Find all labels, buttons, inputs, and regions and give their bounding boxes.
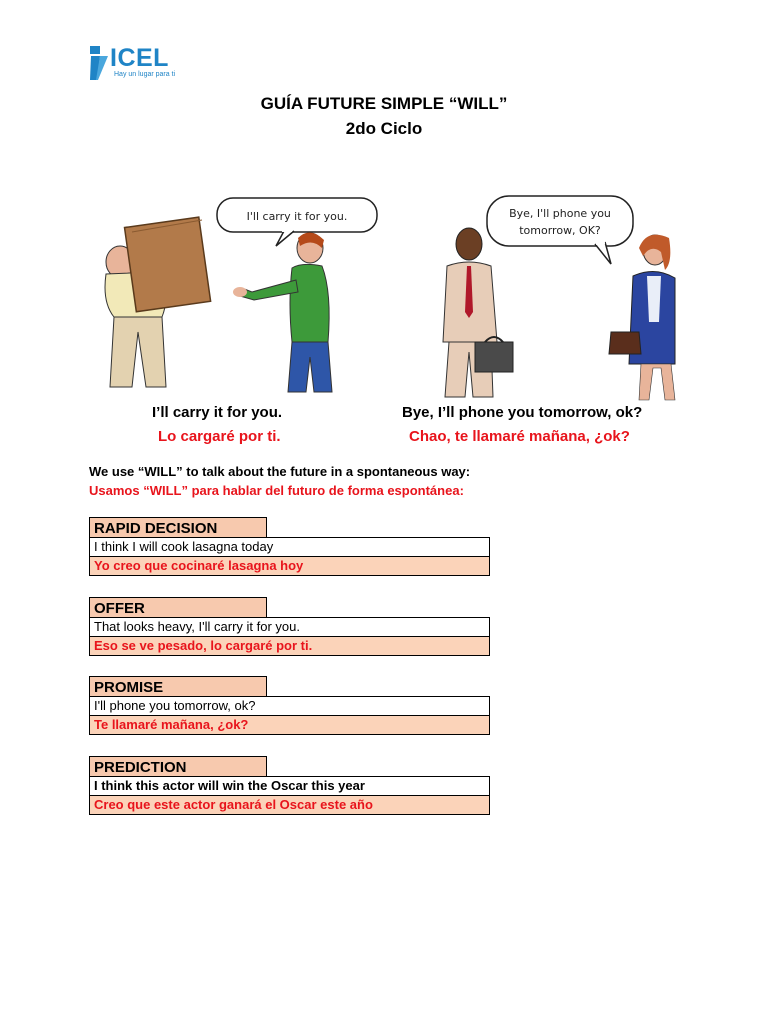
speech-bubble-right — [487, 196, 633, 264]
section-english-example: I think this actor will win the Oscar this year — [89, 776, 490, 796]
section-heading: RAPID DECISION — [89, 517, 267, 538]
carry-box-illustration — [92, 192, 392, 397]
caption-right-english: Bye, I’ll phone you tomorrow, ok? — [402, 404, 643, 421]
speech-bubble-left — [217, 198, 377, 246]
intro-english: We use “WILL” to talk about the future in a spontaneous way: — [89, 464, 471, 479]
speech-bubble-right-text-line2: tomorrow, OK? — [519, 224, 601, 237]
man-carrying-box — [105, 217, 211, 387]
phone-goodbye-illustration — [425, 192, 695, 402]
section-offer — [89, 597, 490, 656]
section-heading: PROMISE — [89, 676, 267, 697]
caption-left-english: I’ll carry it for you. — [152, 404, 283, 421]
icel-logo — [88, 44, 178, 84]
speech-bubble-right-text-line1: Bye, I'll phone you — [509, 207, 611, 220]
section-spanish-example: Creo que este actor ganará el Oscar este año — [89, 795, 490, 815]
section-english-example: That looks heavy, I'll carry it for you. — [89, 617, 490, 637]
businesswoman — [609, 235, 675, 400]
section-rapid-decision — [89, 517, 490, 576]
section-spanish-example: Eso se ve pesado, lo cargaré por ti. — [89, 636, 490, 656]
icel-logo-mark-icon — [88, 46, 110, 80]
caption-right-spanish: Chao, te llamaré mañana, ¿ok? — [409, 428, 630, 445]
section-english-example: I think I will cook lasagna today — [89, 537, 490, 557]
section-english-example: I'll phone you tomorrow, ok? — [89, 696, 490, 716]
speech-bubble-left-text: I'll carry it for you. — [246, 210, 348, 223]
page-subtitle: 2do Ciclo — [345, 119, 423, 138]
section-spanish-example: Yo creo que cocinaré lasagna hoy — [89, 556, 490, 576]
section-promise — [89, 676, 490, 735]
section-prediction — [89, 756, 490, 815]
logo-tagline: Hay un lugar para ti — [114, 71, 176, 78]
man-offering-help — [233, 232, 332, 392]
section-heading: OFFER — [89, 597, 267, 618]
page-title: GUÍA FUTURE SIMPLE “WILL” — [260, 94, 508, 113]
section-spanish-example: Te llamaré mañana, ¿ok? — [89, 715, 490, 735]
caption-left-spanish: Lo cargaré por ti. — [158, 428, 281, 445]
logo-name: ICEL — [110, 44, 169, 72]
section-heading: PREDICTION — [89, 756, 267, 777]
businessman — [443, 228, 513, 397]
intro-spanish: Usamos “WILL” para hablar del futuro de forma espontánea: — [89, 483, 464, 498]
